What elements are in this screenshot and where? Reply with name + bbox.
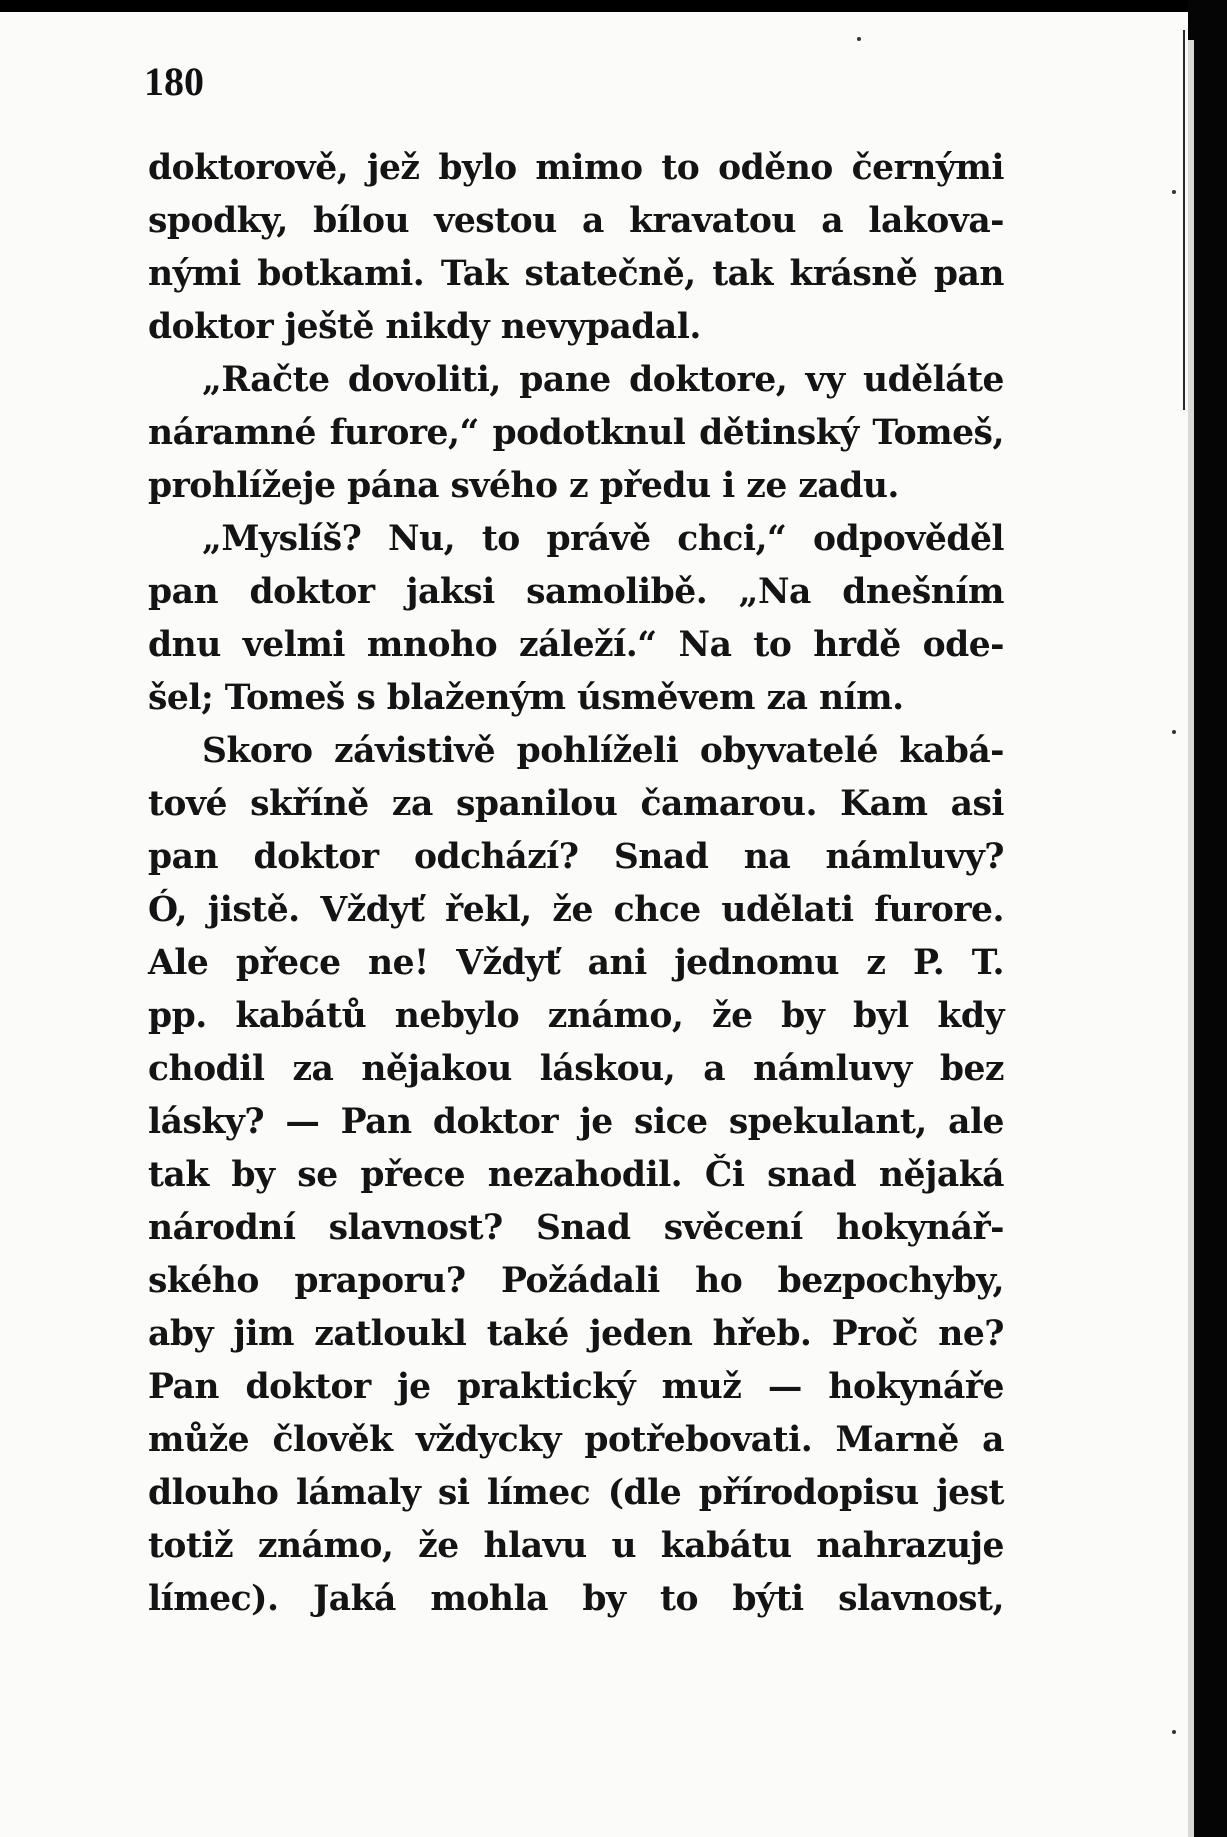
page-number: 180 bbox=[144, 59, 204, 104]
text-line: může člověk vždycky potřebovati. Marně a bbox=[148, 1420, 1004, 1460]
text-line: doktor ještě nikdy nevypadal. bbox=[148, 307, 701, 347]
text-line: lásky? — Pan doktor je sice spekulant, ale bbox=[148, 1102, 1004, 1142]
book-page bbox=[0, 12, 1188, 1837]
text-line: pp. kabátů nebylo známo, že by byl kdy bbox=[148, 996, 1004, 1036]
text-line: tak by se přece nezahodil. Či snad nějaká bbox=[148, 1155, 1004, 1195]
body-text bbox=[148, 142, 1004, 1626]
text-line: pan doktor jaksi samolibě. „Na dnešním bbox=[148, 572, 1004, 612]
text-line: náramné furore,“ podotknul dětinský Tomeš, bbox=[148, 413, 1004, 453]
text-line: dnu velmi mnoho záleží.“ Na to hrdě ode- bbox=[148, 625, 1004, 665]
print-speck bbox=[1172, 190, 1176, 194]
text-line: národní slavnost? Snad svěcení hokynář- bbox=[148, 1208, 1004, 1248]
text-line: aby jim zatloukl také jeden hřeb. Proč ne? bbox=[148, 1314, 1004, 1354]
text-line: Pan doktor je praktický muž — hokynáře bbox=[148, 1367, 1004, 1407]
text-line: šel; Tomeš s blaženým úsměvem za ním. bbox=[148, 678, 904, 718]
text-line: ského praporu? Požádali ho bezpochyby, bbox=[148, 1261, 1004, 1301]
page-edge bbox=[1188, 40, 1194, 1837]
page-edge-shadow bbox=[1183, 30, 1185, 410]
text-line: Ale přece ne! Vždyť ani jednomu z P. T. bbox=[148, 943, 1004, 983]
text-line: doktorově, jež bylo mimo to oděno černými bbox=[148, 148, 1004, 188]
text-line: Ó, jistě. Vždyť řekl, že chce udělati furore. bbox=[148, 890, 1004, 930]
text-line: nými botkami. Tak statečně, tak krásně pan bbox=[148, 254, 1004, 294]
print-speck bbox=[1172, 730, 1176, 734]
text-line: pan doktor odchází? Snad na námluvy? bbox=[148, 837, 1004, 877]
text-line: spodky, bílou vestou a kravatou a lakova- bbox=[148, 201, 1004, 241]
print-speck bbox=[857, 37, 861, 41]
text-line: chodil za nějakou láskou, a námluvy bez bbox=[148, 1049, 1004, 1089]
text-line: límec). Jaká mohla by to býti slavnost, bbox=[148, 1579, 1004, 1619]
text-line: „Myslíš? Nu, to právě chci,“ odpověděl bbox=[202, 519, 1004, 559]
text-line: tové skříně za spanilou čamarou. Kam asi bbox=[148, 784, 1004, 824]
text-line: dlouho lámaly si límec (dle přírodopisu jest bbox=[148, 1473, 1004, 1513]
text-line: Skoro závistivě pohlíželi obyvatelé kabá- bbox=[202, 731, 1004, 771]
text-line: totiž známo, že hlavu u kabátu nahrazuje bbox=[148, 1526, 1004, 1566]
text-line: „Račte dovoliti, pane doktore, vy uděláte bbox=[202, 360, 1004, 400]
print-speck bbox=[1172, 1730, 1176, 1734]
text-line: prohlížeje pána svého z předu i ze zadu. bbox=[148, 466, 899, 506]
